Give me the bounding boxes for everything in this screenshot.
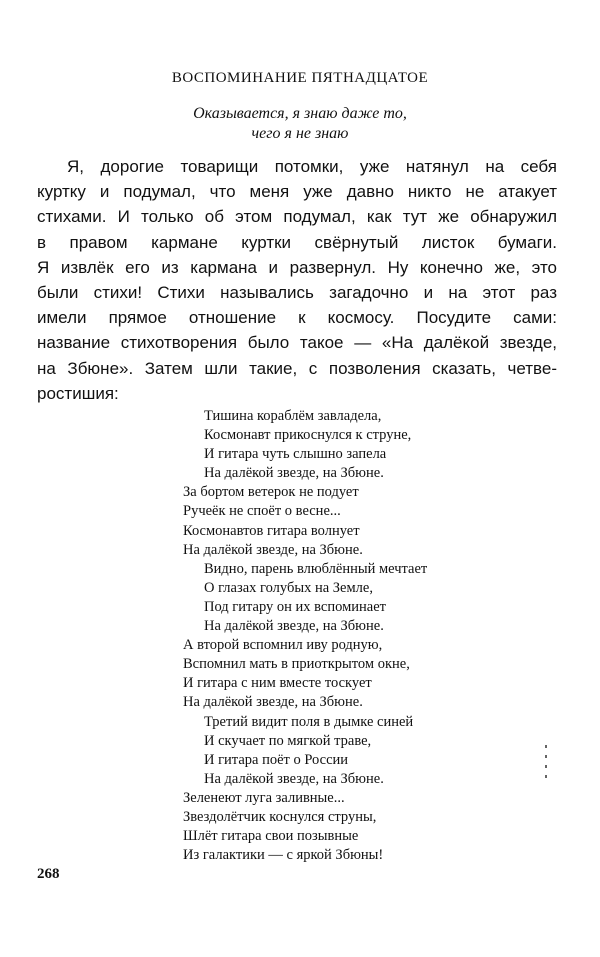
poem-line: Тишина кораблём завладела, — [204, 408, 382, 424]
poem-line: Космонавт прикоснулся к струне, — [204, 427, 412, 444]
prose-line: название стихотворения было такое — «На далёкой звезде, — [37, 333, 557, 353]
poem-line: На далёкой звезде, на Збюне. — [204, 618, 384, 635]
poem-line: На далёкой звезде, на Збюне. — [183, 694, 363, 711]
poem — [183, 407, 483, 865]
poem-line: За бортом ветерок не подует — [183, 484, 359, 501]
poem-line: О глазах голубых на Земле, — [204, 579, 373, 596]
poem-line: Звездолётчик коснулся струны, — [183, 808, 377, 825]
prose-line: стихами. И только об этом подумал, как тут же обнаружил — [37, 207, 557, 227]
poem-line: И гитара чуть слышно запела — [204, 446, 387, 463]
prose-line: имели прямое отношение к космосу. Посудите сами: — [37, 308, 557, 328]
poem-line: Шлёт гитара свои позывные — [183, 828, 359, 845]
poem-line: Ручеёк не споёт о весне... — [183, 503, 341, 520]
poem-line: И гитара поёт о России — [204, 751, 349, 768]
poem-line: И скучает по мягкой траве, — [204, 732, 372, 749]
poem-line: На далёкой звезде, на Збюне. — [204, 770, 384, 787]
poem-line: Космонавтов гитара волнует — [183, 522, 360, 539]
poem-line: Зеленеют луга заливные... — [183, 789, 345, 806]
chapter-title: ВОСПОМИНАНИЕ ПЯТНАДЦАТОЕ — [171, 70, 429, 86]
poem-line: Из галактики — с яркой Збюны! — [183, 847, 384, 864]
poem-line: И гитара с ним вместе тоскует — [183, 675, 372, 692]
prose-line: на Збюне». Затем шли такие, с позволения сказать, четве- — [37, 358, 557, 378]
prose-line: Я, дорогие товарищи потомки, уже натянул на себя — [67, 157, 557, 176]
epigraph — [0, 104, 600, 144]
prose-line: Я извлёк его из кармана и развернул. Ну конечно же, это — [37, 257, 557, 277]
prose-line: в правом кармане куртки свёрнутый листок бумаги. — [37, 232, 557, 252]
poem-line: На далёкой звезде, на Збюне. — [204, 465, 384, 482]
prose-line: ростишия: — [37, 383, 119, 403]
prose-line: куртку и подумал, что меня уже давно никто не атакует — [37, 182, 557, 202]
margin-marks — [545, 745, 549, 785]
poem-line: На далёкой звезде, на Збюне. — [183, 541, 363, 558]
poem-line: Третий видит поля в дымке синей — [204, 713, 414, 730]
prose-line: были стихи! Стихи назывались загадочно и на этот раз — [37, 282, 557, 302]
epigraph-line: Оказывается, я знаю даже то, — [193, 105, 407, 122]
poem-line: Видно, парень влюблённый мечтает — [204, 560, 428, 577]
epigraph-line: чего я не знаю — [251, 125, 349, 142]
poem-line: Вспомнил мать в приоткрытом окне, — [183, 656, 410, 673]
page-number: 268 — [37, 866, 60, 882]
poem-line: Под гитару он их вспоминает — [204, 598, 387, 615]
prose-paragraph — [37, 154, 557, 406]
poem-line: А второй вспомнил иву родную, — [183, 637, 383, 654]
